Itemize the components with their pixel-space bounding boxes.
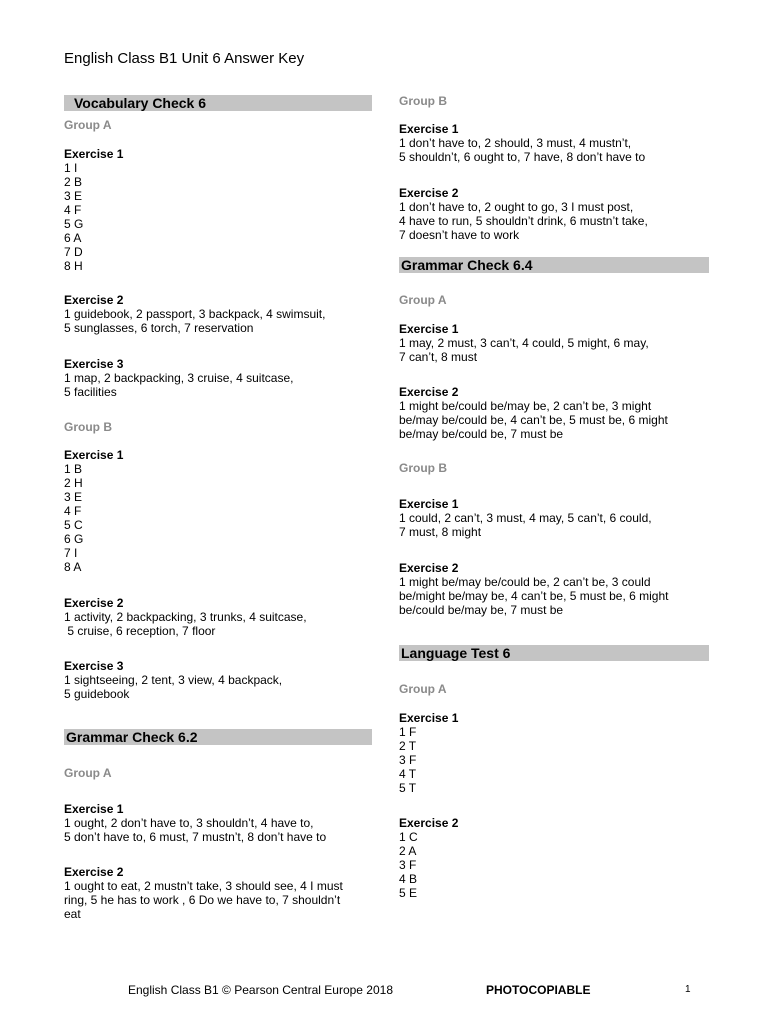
- answer-line: 1 ought, 2 don’t have to, 3 shouldn’t, 4 have to,: [64, 816, 314, 830]
- exercise-block: [64, 802, 372, 844]
- exercise-block: [399, 186, 709, 242]
- footer-copyright: English Class B1 © Pearson Central Europe 2018: [128, 983, 393, 997]
- exercise-block: [64, 596, 372, 638]
- exercise-title: Exercise 2: [399, 385, 459, 399]
- exercise-title: Exercise 1: [399, 322, 459, 336]
- answer-line: 2 H: [64, 476, 83, 490]
- section-header: Vocabulary Check 6: [64, 95, 372, 111]
- exercise-title: Exercise 2: [399, 816, 459, 830]
- group-label: Group A: [399, 682, 447, 696]
- answer-line: 4 B: [399, 872, 418, 886]
- grammar-check-6-2-header: [64, 729, 372, 745]
- answer-lines: [64, 161, 372, 273]
- answer-line: 4 have to run, 5 shouldn’t drink, 6 mustn’t take,: [399, 214, 648, 228]
- answer-line: 1 ought to eat, 2 mustn’t take, 3 should see, 4 I must: [64, 879, 343, 893]
- answer-line: ring, 5 he has to work , 6 Do we have to, 7 shouldn’t: [64, 893, 341, 907]
- answer-line: 5 E: [399, 886, 418, 900]
- answer-line: 5 shouldn’t, 6 ought to, 7 have, 8 don’t have to: [399, 150, 646, 164]
- language-test-header: [399, 645, 709, 661]
- answer-line: 3 F: [399, 858, 417, 872]
- answer-line: 7 D: [64, 245, 83, 259]
- footer-photocopiable: PHOTOCOPIABLE: [486, 983, 591, 997]
- exercise-title: Exercise 2: [64, 865, 124, 879]
- group-label: Group A: [64, 118, 112, 132]
- answer-lines: [64, 879, 372, 921]
- group-label: Group A: [64, 766, 112, 780]
- footer-page-number: 1: [685, 984, 691, 995]
- answer-line: 1 might be/may be/could be, 2 can’t be, 3 could: [399, 575, 651, 589]
- answer-line: 5 T: [399, 781, 417, 795]
- answer-line: 3 E: [64, 189, 83, 203]
- vocabulary-check-header: [64, 95, 372, 111]
- exercise-block: [64, 357, 372, 399]
- answer-line: 7 I: [64, 546, 78, 560]
- answer-line: be/could be/may be, 7 must be: [399, 603, 564, 617]
- answer-line: be/may be/could be, 7 must be: [399, 427, 564, 441]
- exercise-title: Exercise 2: [399, 561, 459, 575]
- answer-line: 1 don’t have to, 2 should, 3 must, 4 mustn’t,: [399, 136, 632, 150]
- answer-line: 4 T: [399, 767, 417, 781]
- answer-line: eat: [64, 907, 81, 921]
- answer-line: 6 A: [64, 231, 82, 245]
- answer-line: 1 B: [64, 462, 83, 476]
- group-label: Group B: [399, 461, 447, 475]
- answer-line: 3 F: [399, 753, 417, 767]
- answer-lines: [399, 575, 709, 617]
- answer-line: 5 G: [64, 217, 84, 231]
- answer-line: 7 doesn’t have to work: [399, 228, 520, 242]
- exercise-block: [399, 816, 709, 900]
- exercise-title: Exercise 3: [64, 659, 124, 673]
- answer-lines: [64, 371, 372, 399]
- answer-line: 2 B: [64, 175, 83, 189]
- answer-lines: [399, 511, 709, 539]
- answer-lines: [399, 200, 709, 242]
- exercise-block: [399, 561, 709, 617]
- answer-line: 7 can’t, 8 must: [399, 350, 478, 364]
- section-header: Grammar Check 6.2: [64, 729, 372, 745]
- exercise-block: [399, 385, 709, 441]
- answer-line: 5 cruise, 6 reception, 7 floor: [64, 624, 216, 638]
- exercise-block: [64, 293, 372, 335]
- answer-line: 1 F: [399, 725, 417, 739]
- exercise-title: Exercise 2: [64, 596, 124, 610]
- answer-line: 7 must, 8 might: [399, 525, 482, 539]
- answer-line: 1 activity, 2 backpacking, 3 trunks, 4 suitcase,: [64, 610, 307, 624]
- answer-line: 5 C: [64, 518, 83, 532]
- exercise-title: Exercise 2: [64, 293, 124, 307]
- answer-lines: [64, 610, 372, 638]
- answer-lines: [399, 725, 709, 795]
- exercise-title: Exercise 2: [399, 186, 459, 200]
- answer-line: 2 A: [399, 844, 417, 858]
- answer-line: 5 facilities: [64, 385, 117, 399]
- answer-line: 1 I: [64, 161, 78, 175]
- answer-lines: [399, 399, 709, 441]
- exercise-block: [399, 711, 709, 795]
- answer-line: 1 C: [399, 830, 418, 844]
- exercise-block: [64, 147, 372, 273]
- answer-line: be/might be/may be, 4 can’t be, 5 must be, 6 might: [399, 589, 669, 603]
- document-title: English Class B1 Unit 6 Answer Key: [64, 50, 305, 67]
- answer-lines: [64, 307, 372, 335]
- exercise-title: Exercise 1: [399, 122, 459, 136]
- answer-line: 8 A: [64, 560, 82, 574]
- exercise-title: Exercise 3: [64, 357, 124, 371]
- answer-line: 1 map, 2 backpacking, 3 cruise, 4 suitcase,: [64, 371, 294, 385]
- exercise-block: [399, 497, 709, 539]
- exercise-block: [64, 448, 372, 574]
- answer-line: 6 G: [64, 532, 84, 546]
- group-label: Group B: [64, 420, 112, 434]
- answer-lines: [64, 816, 372, 844]
- answer-line: 3 E: [64, 490, 83, 504]
- group-label: Group A: [399, 293, 447, 307]
- answer-lines: [399, 136, 709, 164]
- exercise-title: Exercise 1: [399, 497, 459, 511]
- exercise-block: [399, 122, 709, 164]
- grammar-check-6-4-header: [399, 257, 709, 273]
- answer-line: 8 H: [64, 259, 83, 273]
- answer-lines: [399, 336, 709, 364]
- group-label: Group B: [399, 94, 447, 108]
- answer-lines: [64, 673, 372, 701]
- exercise-block: [399, 322, 709, 364]
- answer-line: 5 don’t have to, 6 must, 7 mustn’t, 8 don’t have to: [64, 830, 327, 844]
- exercise-block: [64, 659, 372, 701]
- answer-line: 1 don’t have to, 2 ought to go, 3 I must post,: [399, 200, 634, 214]
- answer-line: 5 sunglasses, 6 torch, 7 reservation: [64, 321, 254, 335]
- answer-line: 1 may, 2 must, 3 can’t, 4 could, 5 might, 6 may,: [399, 336, 649, 350]
- section-header: Grammar Check 6.4: [399, 257, 709, 273]
- answer-line: 1 sightseeing, 2 tent, 3 view, 4 backpack,: [64, 673, 283, 687]
- answer-lines: [399, 830, 709, 900]
- section-header: Language Test 6: [399, 645, 709, 661]
- exercise-title: Exercise 1: [64, 448, 124, 462]
- answer-line: 4 F: [64, 504, 82, 518]
- exercise-block: [64, 865, 372, 921]
- answer-line: 1 might be/could be/may be, 2 can’t be, 3 might: [399, 399, 652, 413]
- exercise-title: Exercise 1: [64, 147, 124, 161]
- answer-line: 1 guidebook, 2 passport, 3 backpack, 4 swimsuit,: [64, 307, 326, 321]
- answer-line: 2 T: [399, 739, 417, 753]
- answer-line: 1 could, 2 can’t, 3 must, 4 may, 5 can’t, 6 could,: [399, 511, 652, 525]
- answer-line: 5 guidebook: [64, 687, 130, 701]
- answer-line: 4 F: [64, 203, 82, 217]
- exercise-title: Exercise 1: [399, 711, 459, 725]
- answer-lines: [64, 462, 372, 574]
- answer-line: be/may be/could be, 4 can’t be, 5 must be, 6 might: [399, 413, 668, 427]
- exercise-title: Exercise 1: [64, 802, 124, 816]
